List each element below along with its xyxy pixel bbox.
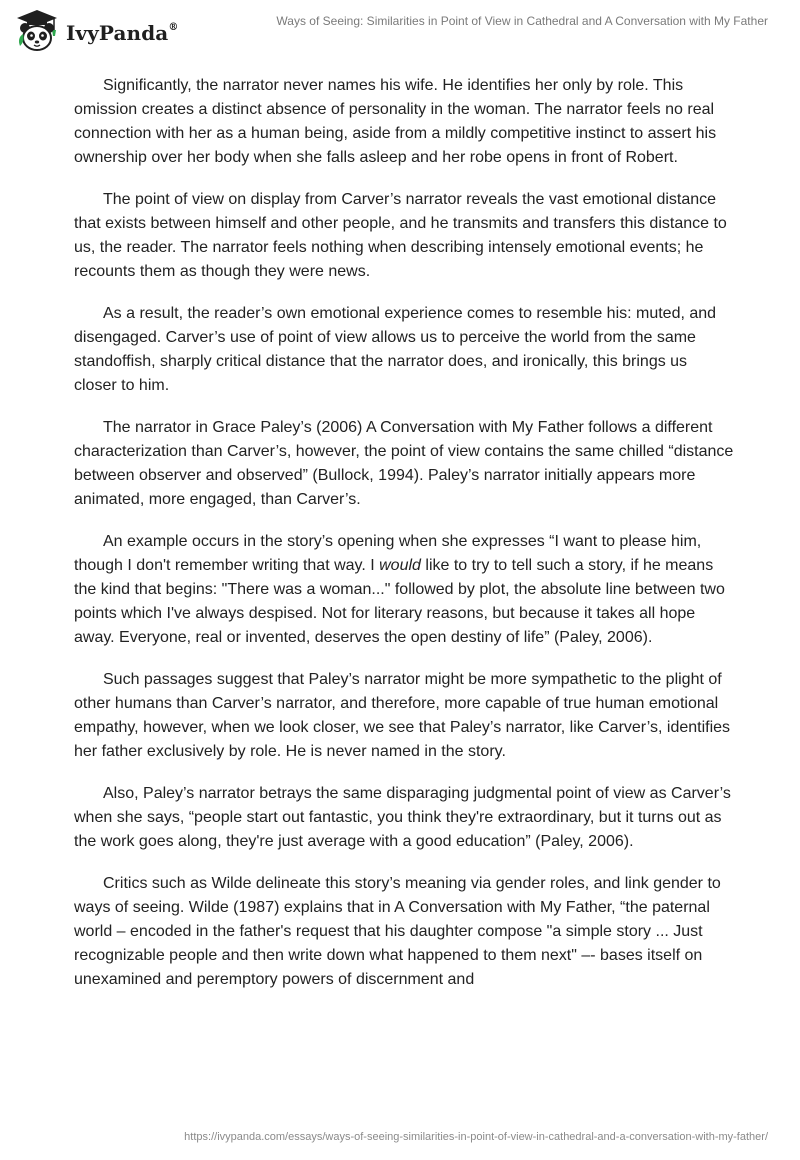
paragraph-3: As a result, the reader’s own emotional experience comes to resemble his: muted, and disengaged. Carver’s use of point of view allows us to perceive the world from the same standoffish, sharply critical distance that the narrator does, and ironically, this brings us closer to him.	[74, 305, 717, 394]
paragraph-5-lead: An example occurs in the story’s opening when she expresses “I want to please him, though I don't remember writing that way. I	[74, 533, 702, 574]
page-header	[0, 0, 800, 60]
brand-name-text: IvyPanda	[66, 21, 169, 45]
essay-body	[74, 74, 734, 1010]
ivypanda-logo[interactable]	[14, 8, 178, 54]
paragraph-6: Such passages suggest that Paley’s narrator might be more sympathetic to the plight of other humans than Carver’s narrator, and therefore, more capable of true human emotional empathy, however, when we look closer, we see that Paley’s narrator, like Carver’s, identifies her father exclusively by role. He is never named in the story.	[74, 671, 731, 760]
source-url-link[interactable]: https://ivypanda.com/essays/ways-of-seeing-similarities-in-point-of-view-in-cathedral-and-a-conversation-with-my-father/	[184, 1131, 768, 1143]
emphasis-would: would	[379, 557, 421, 574]
paragraph-8: Critics such as Wilde delineate this story’s meaning via gender roles, and link gender to ways of seeing. Wilde (1987) explains that in A Conversation with My Father, “the paternal world – encoded in the father's request that his daughter compose "a simple story ... Just recognizable people and then write down what happened to them next" –- bases itself on unexamined and peremptory powers of discernment and	[74, 875, 721, 988]
paragraph-1: Significantly, the narrator never names his wife. He identifies her only by role. This omission creates a distinct absence of personality in the woman. The narrator feels no real connection with her as a human being, aside from a mildly competitive instinct to assert his ownership over her body when she falls asleep and her robe opens in front of Robert.	[74, 77, 717, 166]
paragraph-4: The narrator in Grace Paley’s (2006) A Conversation with My Father follows a different characterization than Carver’s, however, the point of view contains the same chilled “distance between observer and observed” (Bullock, 1994). Paley’s narrator initially appears more animated, more engaged, than Carver’s.	[74, 419, 734, 508]
panda-graduation-icon	[14, 8, 60, 54]
paragraph-5	[74, 530, 734, 650]
paragraph-7: Also, Paley’s narrator betrays the same disparaging judgmental point of view as Carver’s when she says, “people start out fantastic, you think they're extraordinary, but it turns out as the work goes along, they're just average with a good education” (Paley, 2006).	[74, 785, 731, 850]
paragraph-2: The point of view on display from Carver’s narrator reveals the vast emotional distance that exists between himself and other people, and he transmits and transfers this distance to us, the reader. The narrator feels nothing when describing intensely emotional events; he recounts them as though they were news.	[74, 191, 727, 280]
document-title: Ways of Seeing: Similarities in Point of View in Cathedral and A Conversation with My Father	[276, 14, 768, 28]
brand-name	[66, 21, 178, 45]
registered-mark: ®	[168, 22, 179, 34]
paragraph-5-tail: like to try to tell such a story, if he means the kind that begins: "There was a woman..." followed by plot, the absolute line between two points which I've always despised. Not for literary reasons, but because it takes all hope away. Everyone, real or invented, deserves the open destiny of life” (Paley, 2006).	[74, 557, 725, 646]
